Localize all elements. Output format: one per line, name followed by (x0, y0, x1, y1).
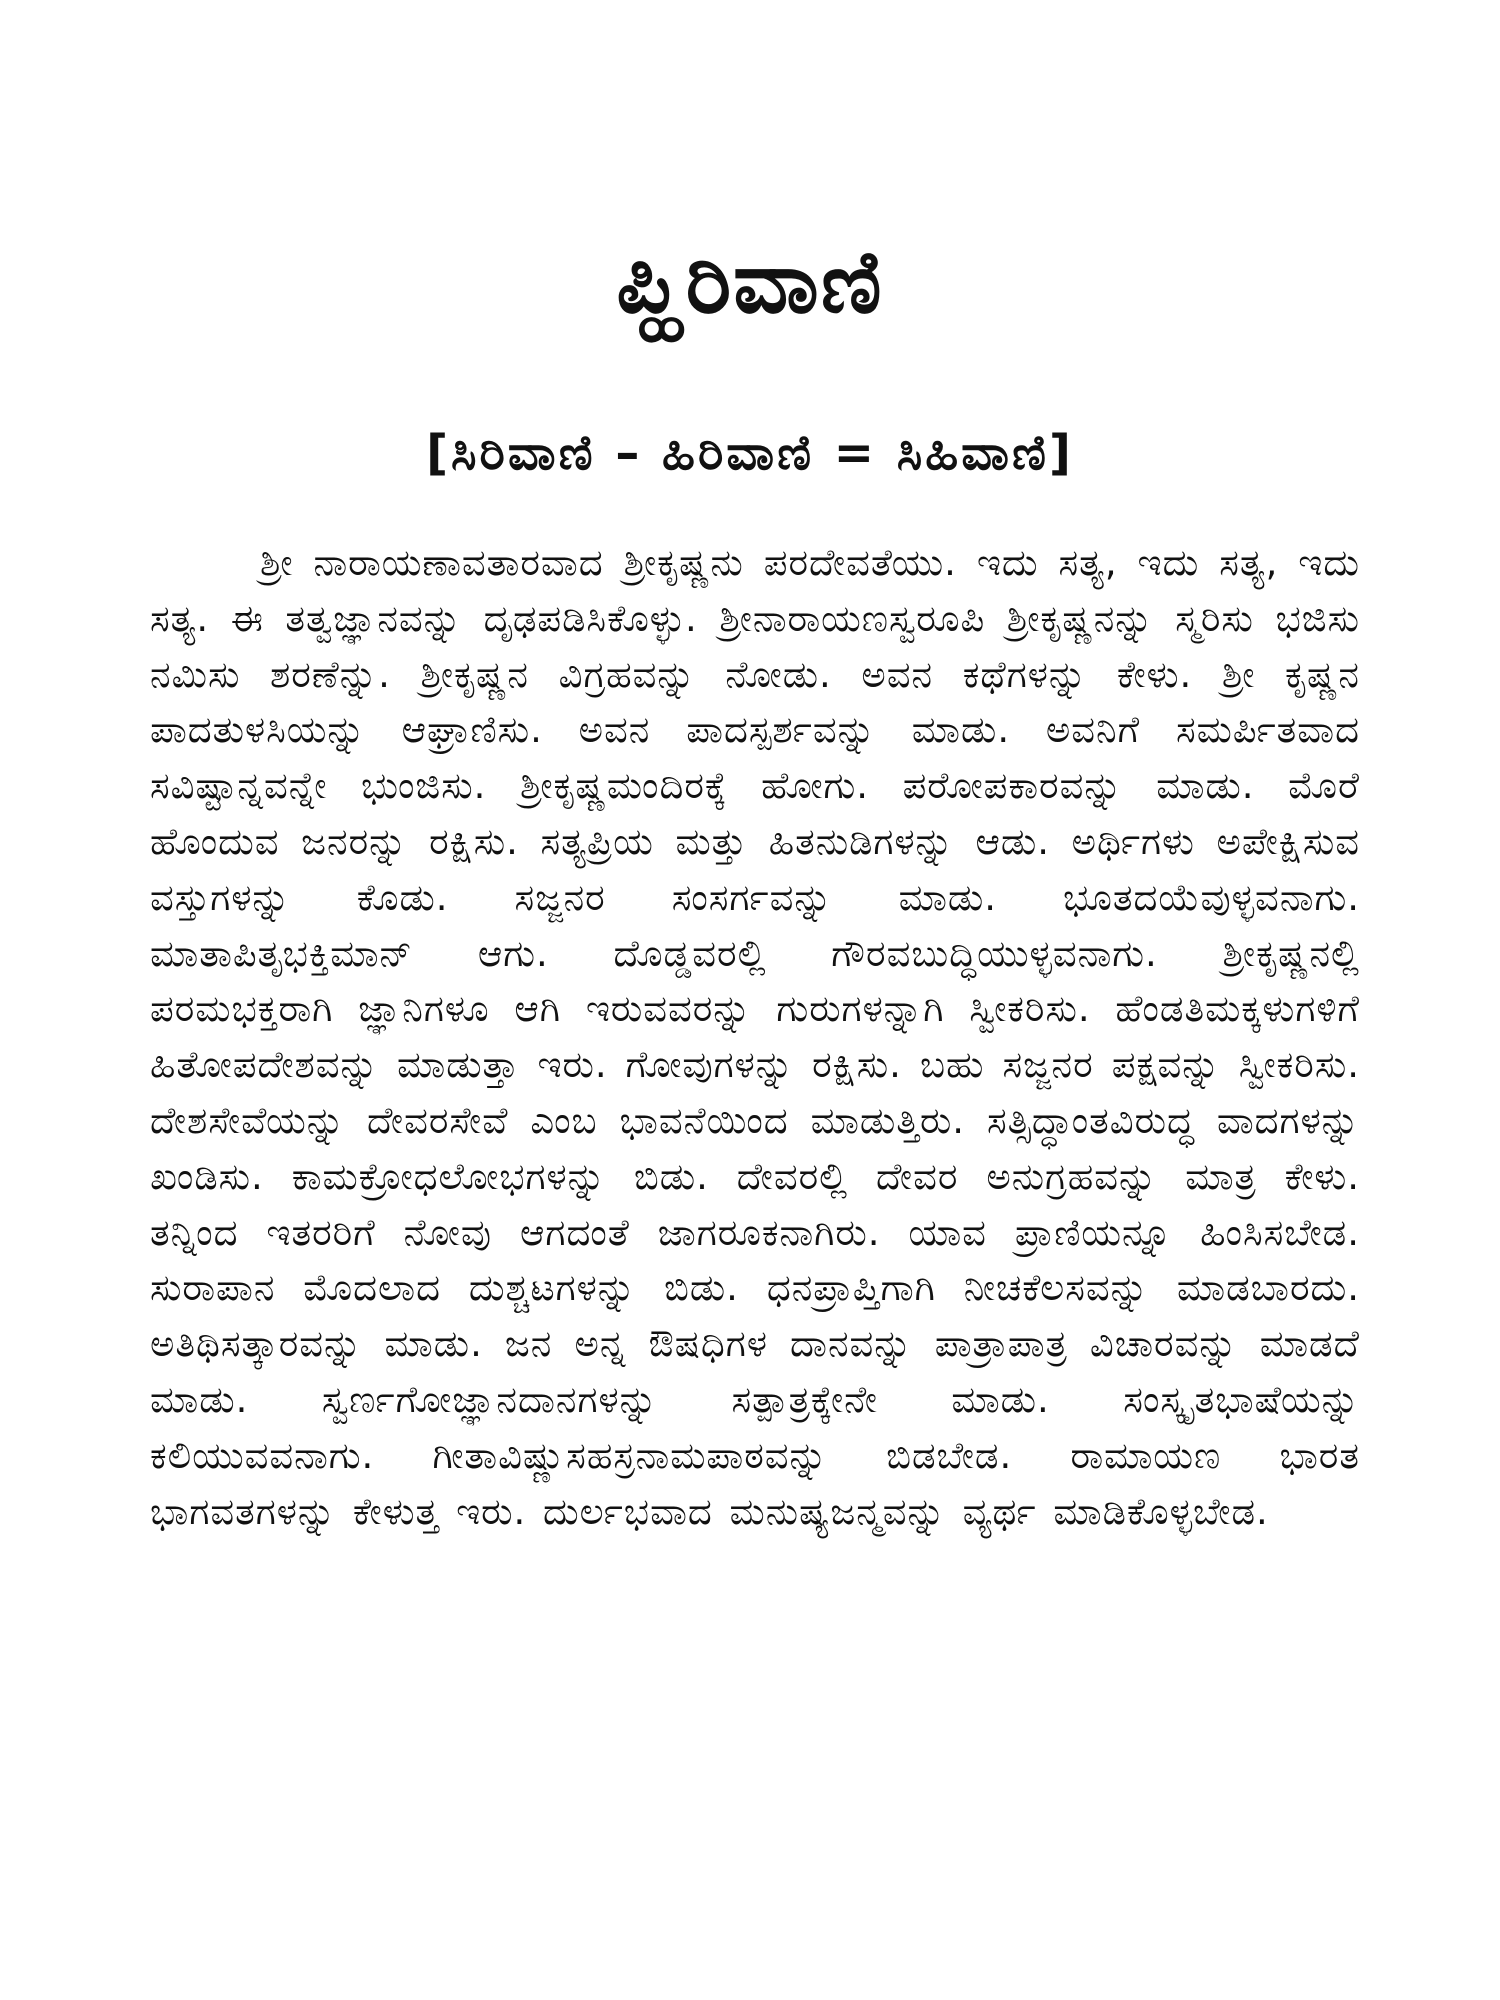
body-paragraph: ಶ್ರೀ ನಾರಾಯಣಾವತಾರವಾದ ಶ್ರೀಕೃಷ್ಣನು ಪರದೇವತೆಯು. ಇದು ಸತ್ಯ, ಇದು ಸತ್ಯ, ಇದು ಸತ್ಯ. ಈ ತತ್ವಜ್ಞಾನವನ್ನು ದೃಢಪಡಿಸಿಕೊಳ್ಳು. ಶ್ರೀನಾರಾಯಣಸ್ವರೂಪಿ ಶ್ರೀಕೃಷ್ಣನನ್ನು ಸ್ಮರಿಸು ಭಜಿಸು ನಮಿಸು ಶರಣೆನ್ನು. ಶ್ರೀಕೃಷ್ಣನ ವಿಗ್ರಹವನ್ನು ನೋಡು. ಅವನ ಕಥೆಗಳನ್ನು ಕೇಳು. ಶ್ರೀ ಕೃಷ್ಣನ ಪಾದತುಳಸಿಯನ್ನು ಆಘ್ರಾಣಿಸು. ಅವನ ಪಾದಸ್ಪರ್ಶವನ್ನು ಮಾಡು. ಅವನಿಗೆ ಸಮರ್ಪಿತವಾದ ಸವಿಷ್ಟಾನ್ನವನ್ನೇ ಭುಂಜಿಸು. ಶ್ರೀಕೃಷ್ಣಮಂದಿರಕ್ಕೆ ಹೋಗು. ಪರೋಪಕಾರವನ್ನು ಮಾಡು. ಮೊರೆ ಹೊಂದುವ ಜನರನ್ನು ರಕ್ಷಿಸು. ಸತ್ಯಪ್ರಿಯ ಮತ್ತು ಹಿತನುಡಿಗಳನ್ನು ಆಡು. ಅರ್ಥಿಗಳು ಅಪೇಕ್ಷಿಸುವ ವಸ್ತುಗಳನ್ನು ಕೊಡು. ಸಜ್ಜನರ ಸಂಸರ್ಗವನ್ನು ಮಾಡು. ಭೂತದಯೆವುಳ್ಳವನಾಗು. ಮಾತಾಪಿತೃಭಕ್ತಿಮಾನ್ ಆಗು. ದೊಡ್ಡವರಲ್ಲಿ ಗೌರವಬುದ್ಧಿಯುಳ್ಳವನಾಗು. ಶ್ರೀಕೃಷ್ಣನಲ್ಲಿ ಪರಮಭಕ್ತರಾಗಿ ಜ್ಞಾನಿಗಳೂ ಆಗಿ ಇರುವವರನ್ನು ಗುರುಗಳನ್ನಾಗಿ ಸ್ವೀಕರಿಸು. ಹೆಂಡತಿಮಕ್ಕಳುಗಳಿಗೆ ಹಿತೋಪದೇಶವನ್ನು ಮಾಡುತ್ತಾ ಇರು. ಗೋವುಗಳನ್ನು ರಕ್ಷಿಸು. ಬಹು ಸಜ್ಜನರ ಪಕ್ಷವನ್ನು ಸ್ವೀಕರಿಸು. ದೇಶಸೇವೆಯನ್ನು ದೇವರಸೇವೆ ಎಂಬ ಭಾವನೆಯಿಂದ ಮಾಡುತ್ತಿರು. ಸತ್ಸಿದ್ಧಾಂತವಿರುದ್ಧ ವಾದಗಳನ್ನು ಖಂಡಿಸು. ಕಾಮಕ್ರೋಧಲೋಭಗಳನ್ನು ಬಿಡು. ದೇವರಲ್ಲಿ ದೇವರ ಅನುಗ್ರಹವನ್ನು ಮಾತ್ರ ಕೇಳು. ತನ್ನಿಂದ ಇತರರಿಗೆ ನೋವು ಆಗದಂತೆ ಜಾಗರೂಕನಾಗಿರು. ಯಾವ ಪ್ರಾಣಿಯನ್ನೂ ಹಿಂಸಿಸಬೇಡ. ಸುರಾಪಾನ ಮೊದಲಾದ ದುಶ್ಚಟಗಳನ್ನು ಬಿಡು. ಧನಪ್ರಾಪ್ತಿಗಾಗಿ ನೀಚಕೆಲಸವನ್ನು ಮಾಡಬಾರದು. ಅತಿಥಿಸತ್ಕಾರವನ್ನು ಮಾಡು. ಜನ ಅನ್ನ ಔಷಧಿಗಳ ದಾನವನ್ನು ಪಾತ್ರಾಪಾತ್ರ ವಿಚಾರವನ್ನು ಮಾಡದೆ ಮಾಡು. ಸ್ವರ್ಣಗೋಜ್ಞಾನದಾನಗಳನ್ನು ಸತ್ಪಾತ್ರಕ್ಕೇನೇ ಮಾಡು. ಸಂಸ್ಕೃತಭಾಷೆಯನ್ನು ಕಲಿಯುವವನಾಗು. ಗೀತಾವಿಷ್ಣುಸಹಸ್ರನಾಮಪಾಠವನ್ನು ಬಿಡಬೇಡ. ರಾಮಾಯಣ ಭಾರತ ಭಾಗವತಗಳನ್ನು ಕೇಳುತ್ತ ಇರು. ದುರ್ಲಭವಾದ ಮನುಷ್ಯಜನ್ಮವನ್ನು ವ್ಯರ್ಥ ಮಾಡಿಕೊಳ್ಳಬೇಡ. (150, 541, 1360, 1533)
page-title: ಪ್ಹಿರಿವಾಣಿ (616, 233, 884, 333)
page-subtitle: [ಸಿರಿವಾಣಿ – ಹಿರಿವಾಣಿ = ಸಿಹಿವಾಣಿ] (426, 425, 1074, 481)
